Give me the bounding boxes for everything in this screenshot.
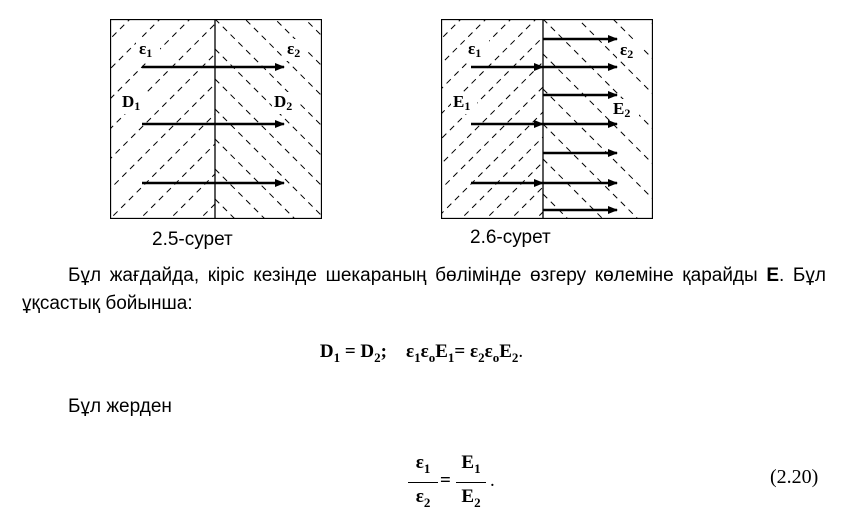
paragraph-2: Бұл жерден — [68, 396, 172, 417]
paragraph-1 — [22, 262, 826, 318]
figure-2-6 — [441, 19, 653, 219]
figure-2-5-diagram — [110, 19, 322, 219]
figure-2-5 — [110, 19, 322, 219]
equation-1: $D_1 = D_2$; $\varepsilon_1\varepsilon_oE_1= \varepsilon_2\varepsilon_oE_2$. — [319, 341, 524, 365]
e2-label: E2 — [613, 99, 631, 120]
eps2-label: ε2 — [287, 39, 301, 60]
equals-sign: = — [440, 470, 451, 491]
e1-vectors — [471, 67, 543, 183]
figure-2-5-caption: 2.5-сурет — [152, 229, 233, 250]
eps1-label: ε1 — [139, 39, 153, 60]
d1-label: D1 — [122, 92, 141, 113]
figure-2-6-caption: 2.6-сурет — [470, 227, 551, 248]
figure-2-6-diagram — [441, 19, 653, 219]
d2-label: D2 — [274, 92, 293, 113]
eps1-label: ε1 — [468, 39, 482, 60]
e1-label: E1 — [453, 92, 471, 113]
paragraph-1-bold: E — [766, 265, 780, 286]
paragraph-1-rest: . Бұл ұқсастық бойынша: — [22, 265, 826, 314]
eps2-label: ε2 — [620, 40, 634, 61]
paragraph-1-text: Бұл жағдайда, кіріс кезінде шекараның бөлімінде өзгеру көлеміне қарайды — [68, 265, 758, 286]
equation-number: (2.20) — [770, 466, 819, 488]
period: . — [490, 470, 495, 491]
